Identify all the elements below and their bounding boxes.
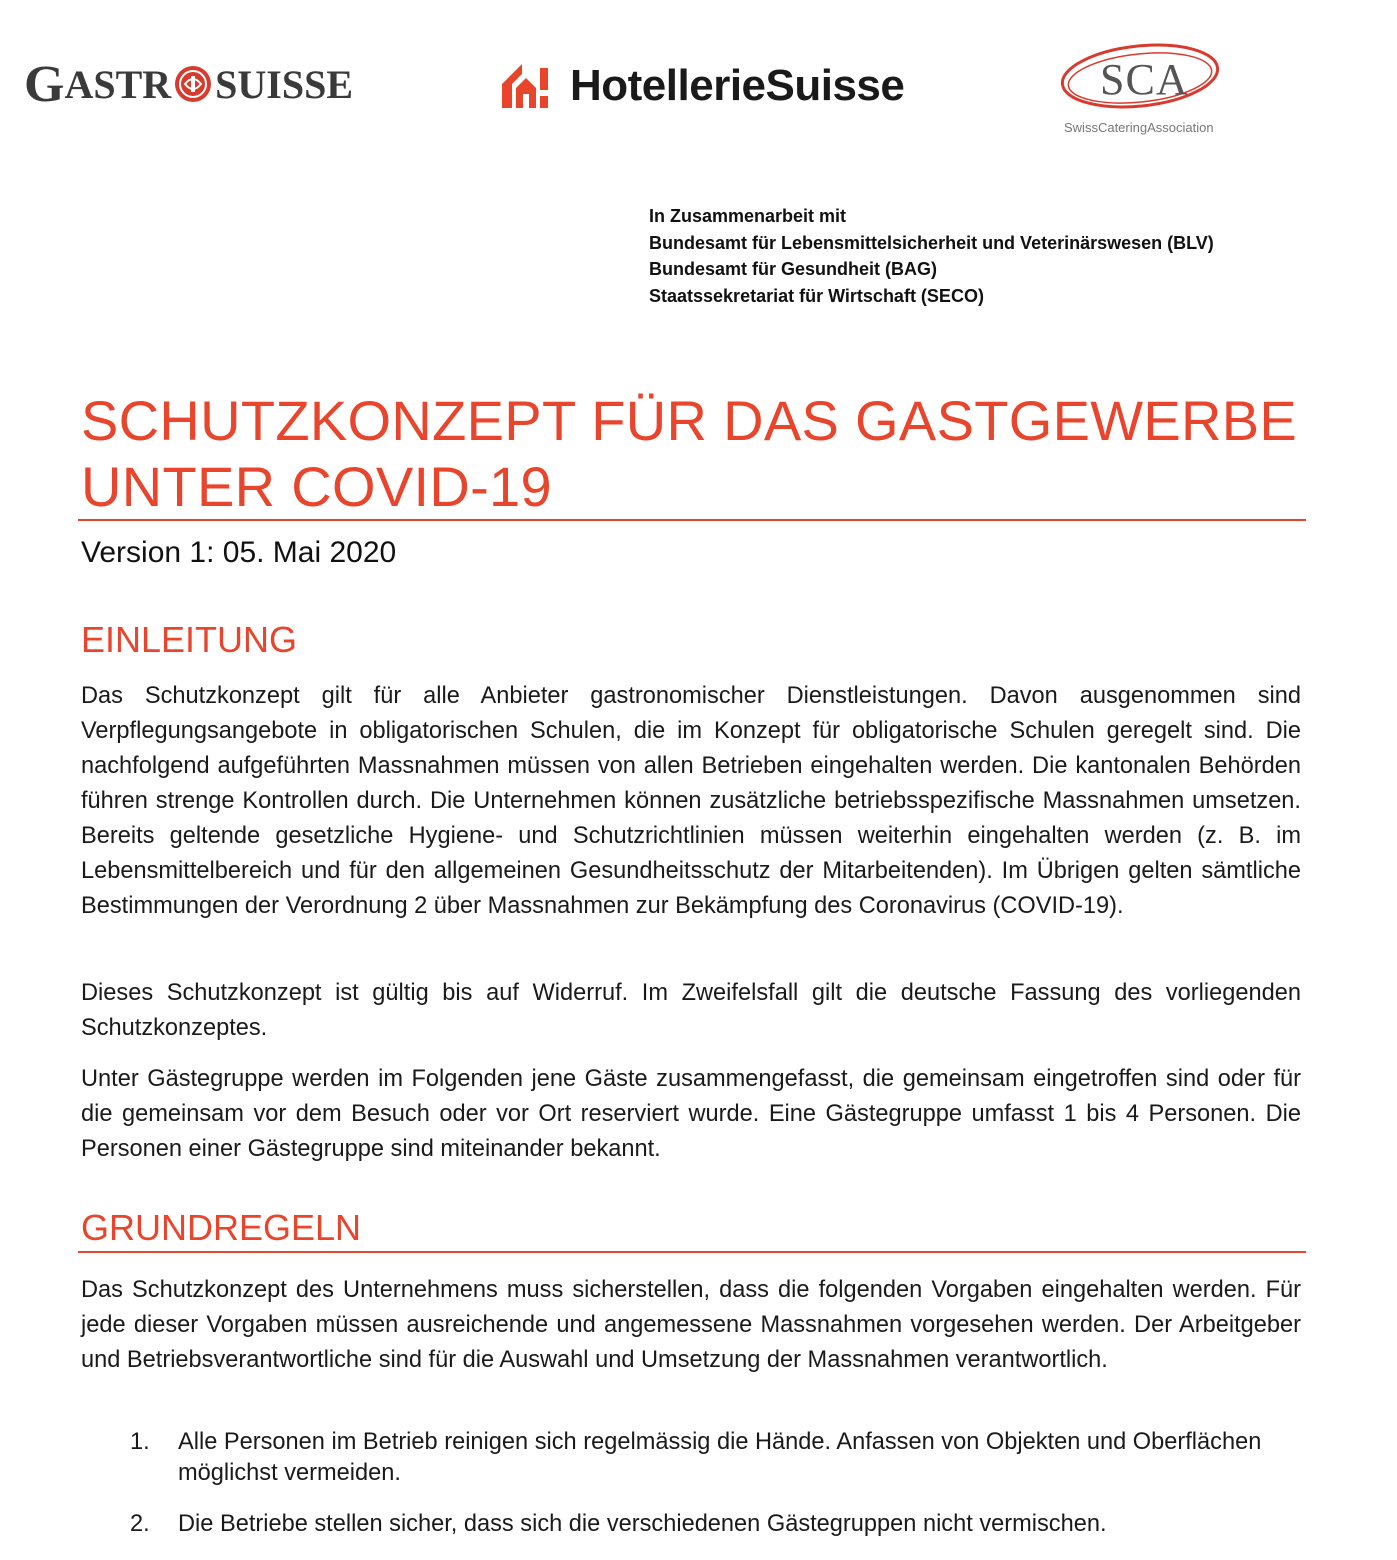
gastrosuisse-logo-letter-g: G	[24, 55, 65, 113]
collaboration-line: Bundesamt für Gesundheit (BAG)	[649, 259, 938, 279]
section-heading-einleitung: EINLEITUNG	[81, 619, 298, 660]
document-title-line-2: UNTER COVID-19	[81, 455, 552, 518]
einleitung-paragraph-1: Das Schutzkonzept gilt für alle Anbieter gastronomischer Dienstleistungen. Davon ausgenommen sind Verpflegungsangebote in obligatorischen Schulen, die im Konzept für obligatorische Schulen geregelt sind. Die nachfolgend aufgeführten Massnahmen müssen von allen Betrieben eingehalten werden. Die kantonalen Behörden führen strenge Kontrollen durch. Die Unternehmen können zusätzliche betriebsspezifische Massnahmen umsetzen. Bereits geltende gesetzliche Hygiene- und Schutzrichtlinien müssen weiterhin eingehalten werden (z. B. im Lebensmittelbereich und für den allgemeinen Gesundheitsschutz der Mitarbeitenden). Im Übrigen gelten sämtliche Bestimmungen der Verordnung 2 über Massnahmen zur Bekämpfung des Coronavirus (COVID-19).	[81, 683, 1301, 919]
gastrosuisse-logo	[24, 52, 353, 116]
document-version: Version 1: 05. Mai 2020	[81, 536, 397, 569]
sca-abbreviation: SCA	[1100, 55, 1189, 104]
sca-subtitle: SwissCateringAssociation	[1064, 120, 1214, 135]
list-item-number: 2.	[130, 1511, 150, 1537]
grundregeln-intro: Das Schutzkonzept des Unternehmens muss sicherstellen, dass die folgenden Vorgaben eingehalten werden. Für jede dieser Vorgaben müssen ausreichende und angemessene Massnahmen vorgesehen werden. Der Arbeitgeber und Betriebsverantwortliche sind für die Auswahl und Umsetzung der Massnahmen verantwortlich.	[81, 1277, 1301, 1373]
list-item-number: 1.	[130, 1429, 150, 1455]
hotelleriesuisse-logo	[500, 58, 904, 114]
title-divider	[78, 519, 1306, 521]
grundregeln-divider	[78, 1251, 1306, 1253]
hotelleriesuisse-wordmark: HotellerieSuisse	[570, 61, 905, 110]
hotelleriesuisse-house-icon	[500, 60, 552, 112]
gastrosuisse-logo-text-b: SUISSE	[215, 61, 354, 107]
collaboration-line: Bundesamt für Lebensmittelsicherheit und Veterinärswesen (BLV)	[649, 232, 1214, 253]
document-title	[81, 388, 1311, 520]
collaboration-line: In Zusammenarbeit mit	[649, 206, 847, 226]
gastrosuisse-seal-icon	[173, 64, 213, 104]
gastrosuisse-logo-text-a: ASTR	[64, 61, 172, 107]
sca-logo	[1056, 40, 1226, 140]
list-item	[81, 1427, 1301, 1489]
list-item-text: Alle Personen im Betrieb reinigen sich regelmässig die Hände. Anfassen von Objekten und Oberflächen möglichst vermeiden.	[178, 1429, 1262, 1486]
section-heading-grundregeln: GRUNDREGELN	[81, 1207, 362, 1248]
document-title-line-1: SCHUTZKONZEPT FÜR DAS GASTGEWERBE	[81, 389, 1298, 452]
einleitung-paragraph-2: Dieses Schutzkonzept ist gültig bis auf Widerruf. Im Zweifelsfall gilt die deutsche Fassung des vorliegenden Schutzkonzeptes.	[81, 980, 1301, 1041]
collaboration-line: Staatssekretariat für Wirtschaft (SECO)	[649, 285, 984, 306]
collaboration-block	[649, 203, 1214, 309]
grundregeln-list	[81, 1427, 1301, 1560]
list-item-text: Die Betriebe stellen sicher, dass sich die verschiedenen Gästegruppen nicht vermischen.	[178, 1511, 1107, 1537]
einleitung-paragraph-3: Unter Gästegruppe werden im Folgenden jene Gäste zusammengefasst, die gemeinsam eingetroffen sind oder für die gemeinsam vor dem Besuch oder vor Ort reserviert wurde. Eine Gästegruppe umfasst 1 bis 4 Personen. Die Personen einer Gästegruppe sind miteinander bekannt.	[81, 1066, 1301, 1162]
